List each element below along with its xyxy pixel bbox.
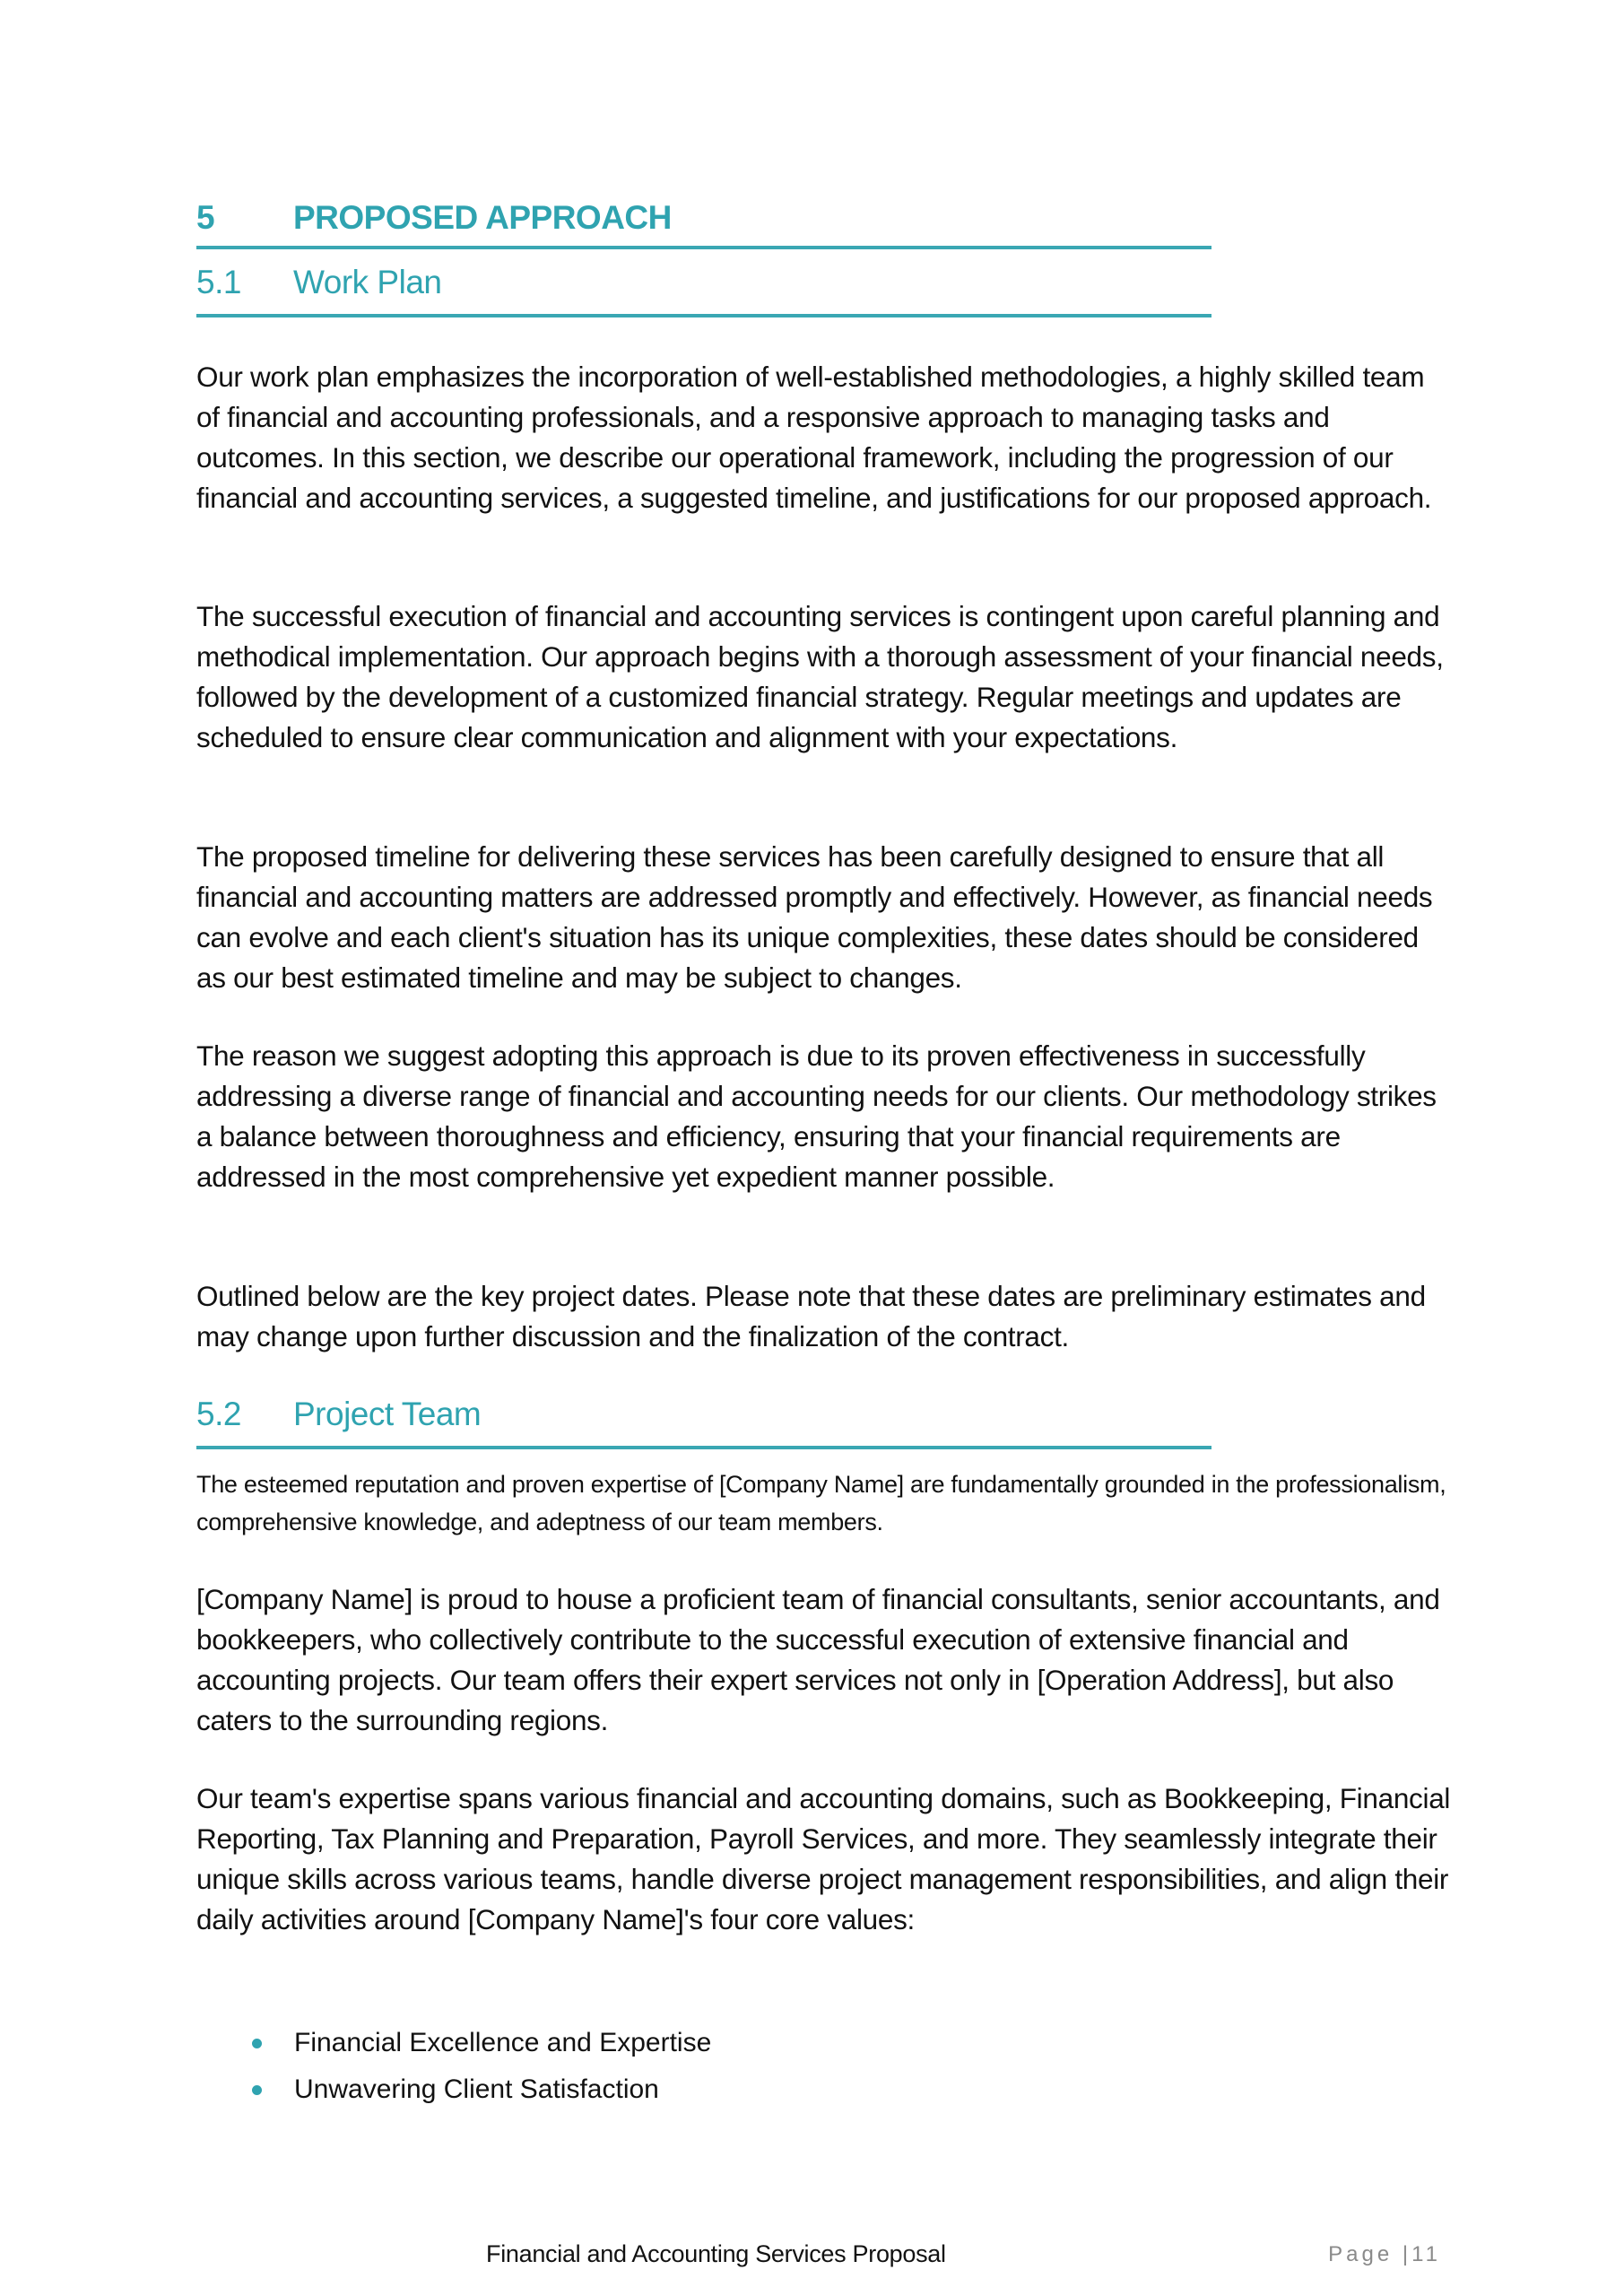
page-number: 11 — [1411, 2242, 1441, 2266]
bullet-icon — [252, 2085, 262, 2095]
footer-page-number — [1328, 2242, 1441, 2267]
work-plan-paragraph-3: The proposed timeline for delivering these services has been carefully designed to ensure that all financial and accounting matters are addressed promptly and effectively. However, as financial needs can evolve and each client's situation has its unique complexities, these dates should be considered as our best estimated timeline and may be subject to changes. — [196, 840, 1433, 994]
subsection-number: 5.2 — [196, 1396, 241, 1432]
subsection-heading-work-plan — [196, 262, 1211, 317]
project-team-paragraph-2: Our team's expertise spans various financial and accounting domains, such as Bookkeeping, Financial Reporting, Tax Planning and Preparation, Payroll Services, and more. They seamlessly integrate their unique skills across various teams, handle diverse project management responsibilities, and align their daily activities around [Company Name]'s four core values: — [196, 1782, 1451, 1935]
subsection-title: Work Plan — [293, 264, 442, 300]
footer-title: Financial and Accounting Services Proposal — [486, 2240, 946, 2267]
project-team-intro: The esteemed reputation and proven expertise of [Company Name] are fundamentally grounded in the professionalism, comprehensive knowledge, and adeptness of our team members. — [196, 1471, 1446, 1535]
work-plan-paragraph-4: The reason we suggest adopting this approach is due to its proven effectiveness in successfully addressing a diverse range of financial and accounting needs for our clients. Our methodology strikes a balance between thoroughness and efficiency, ensuring that your financial requirements are addressed in the most comprehensive yet expedient manner possible. — [196, 1039, 1437, 1193]
core-values-list — [196, 2020, 1272, 2113]
list-item — [196, 2020, 1272, 2066]
list-item — [196, 2066, 1272, 2113]
section-number: 5 — [196, 199, 215, 236]
work-plan-paragraph-2: The successful execution of financial and accounting services is contingent upon careful planning and methodical implementation. Our approach begins with a thorough assessment of your financial needs, followed by the development of a customized financial strategy. Regular meetings and updates are scheduled to ensure clear communication and alignment with your expectations. — [196, 600, 1444, 753]
list-item-label: Financial Excellence and Expertise — [294, 2028, 712, 2057]
page-separator: | — [1402, 2242, 1412, 2266]
subsection-title: Project Team — [293, 1396, 482, 1432]
subsection-heading-project-team — [196, 1394, 1211, 1449]
work-plan-paragraph-5: Outlined below are the key project dates. Please note that these dates are preliminary estimates and may change upon further discussion and the finalization of the contract. — [196, 1280, 1426, 1352]
project-team-paragraph-1: [Company Name] is proud to house a proficient team of financial consultants, senior accountants, and bookkeepers, who collectively contribute to the successful execution of extensive financial and accounting projects. Our team offers their expert services not only in [Operation Address], but also caters to the surrounding regions. — [196, 1583, 1440, 1736]
section-title: PROPOSED APPROACH — [293, 199, 672, 236]
page-label: Page — [1328, 2242, 1394, 2266]
section-heading — [196, 196, 1211, 249]
bullet-icon — [252, 2039, 262, 2048]
work-plan-paragraph-1: Our work plan emphasizes the incorporation of well-established methodologies, a highly skilled team of financial and accounting professionals, and a responsive approach to managing tasks and outcomes. In this section, we describe our operational framework, including the progression of our financial and accounting services, a suggested timeline, and justifications for our proposed approach. — [196, 361, 1432, 514]
subsection-number: 5.1 — [196, 264, 241, 300]
list-item-label: Unwavering Client Satisfaction — [294, 2074, 659, 2104]
